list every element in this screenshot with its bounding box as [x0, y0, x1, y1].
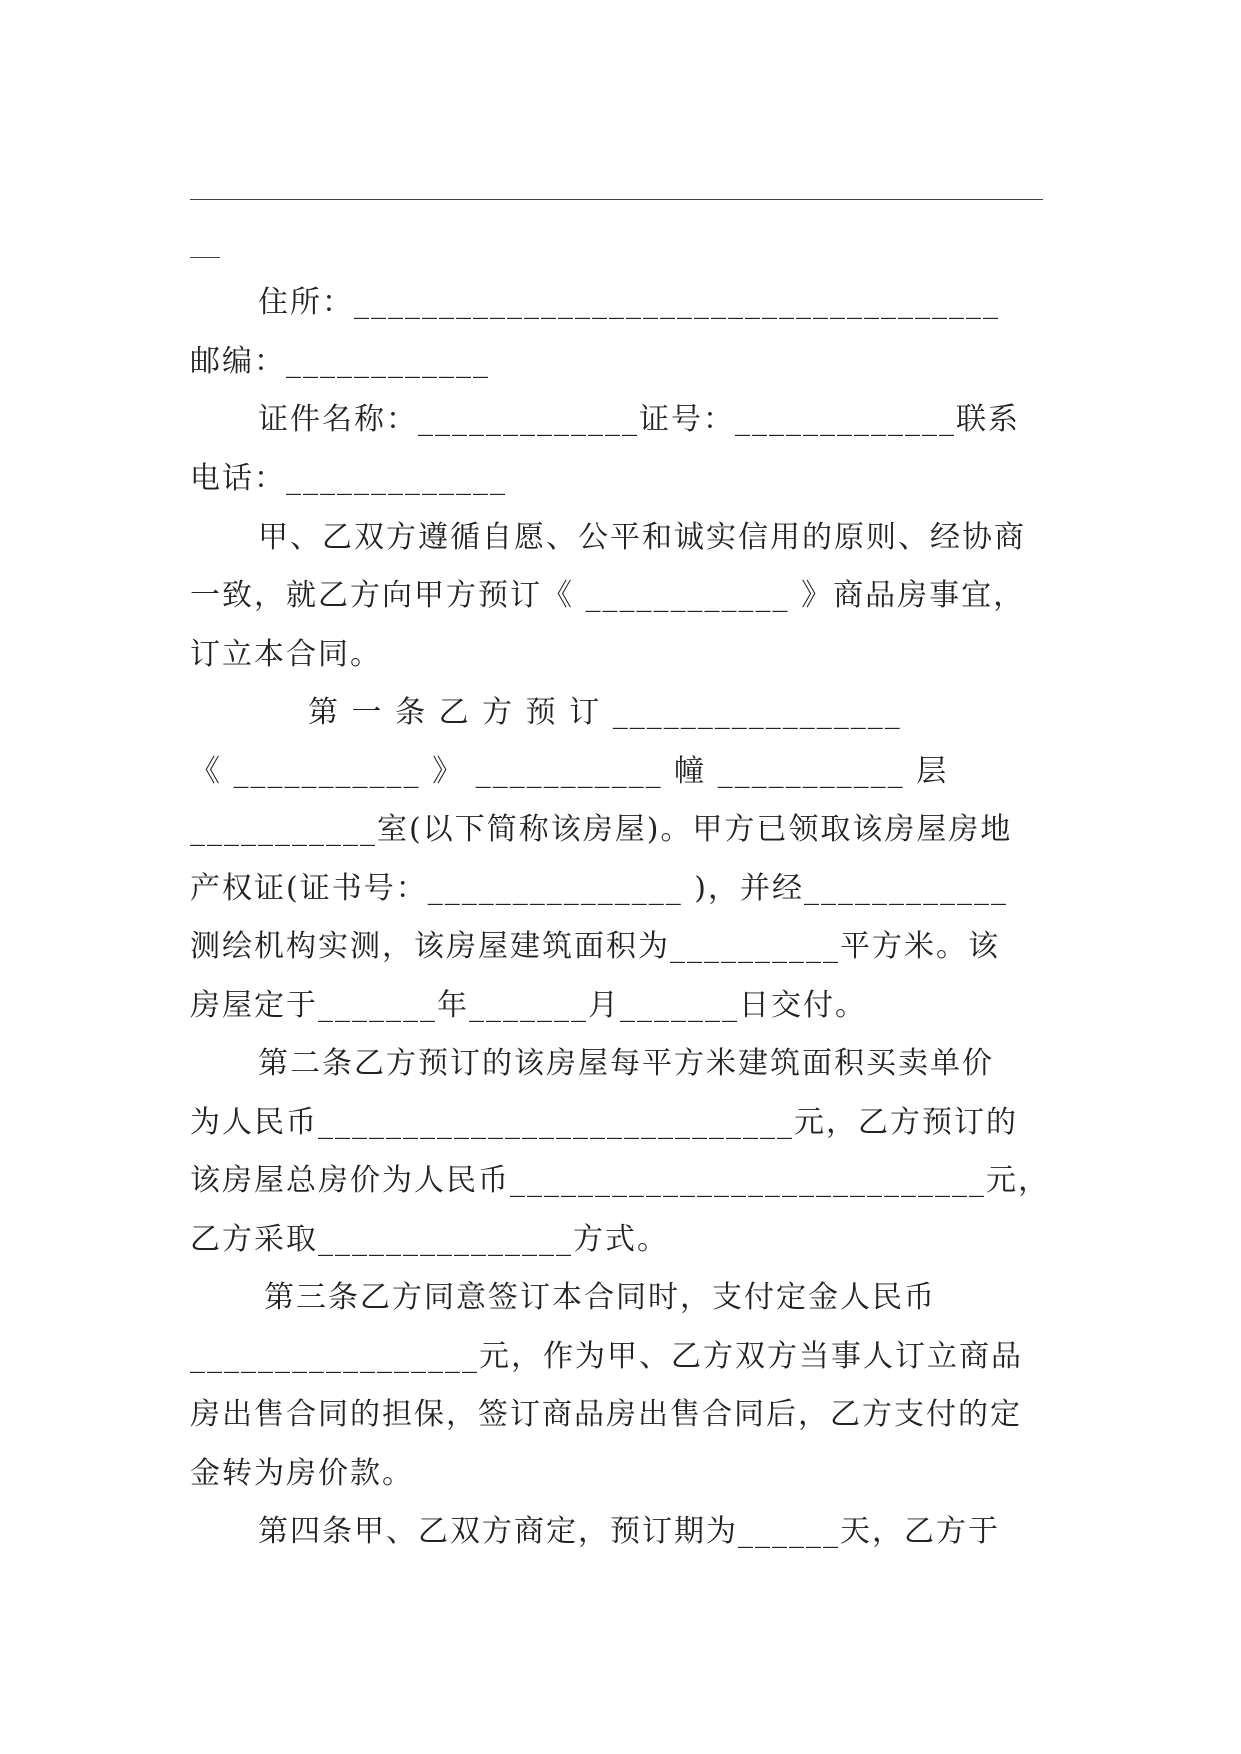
article-1-line-5: 测绘机构实测，该房屋建筑面积为__________平方米。该: [190, 929, 1000, 964]
article-1-line-2: 《 ___________ 》 ___________ 幢 ___________ 层: [190, 754, 949, 789]
article-2-line-3: 该房屋总房价为人民币____________________________元，: [190, 1163, 1050, 1198]
preamble-line-3: 订立本合同。: [190, 637, 382, 672]
postcode-line: 邮编：____________: [190, 344, 490, 379]
article-3-line-3: 房出售合同的担保，签订商品房出售合同后，乙方支付的定: [190, 1397, 1022, 1432]
article-3-line-4: 金转为房价款。: [190, 1456, 414, 1491]
article-1-line-3: ___________室(以下简称该房屋)。甲方已领取该房屋房地: [190, 812, 1013, 847]
article-1-line-6: 房屋定于_______年_______月_______日交付。: [190, 988, 867, 1023]
article-2-line-4: 乙方采取_______________方式。: [190, 1222, 669, 1257]
blank-underline: [190, 199, 1043, 200]
article-3-line-2: _________________元，作为甲、乙方双方当事人订立商品: [190, 1339, 1023, 1374]
preamble-line-1: 甲、乙双方遵循自愿、公平和诚实信用的原则、经协商: [258, 520, 1026, 555]
article-3-line-1: 第三条乙方同意签订本合同时，支付定金人民币: [264, 1280, 936, 1315]
id-line: 证件名称：_____________证号：_____________联系: [258, 402, 1020, 437]
article-2-line-2: 为人民币____________________________元，乙方预订的: [190, 1105, 1018, 1140]
address-line: 住所：______________________________________: [258, 285, 1000, 320]
phone-line: 电话：_____________: [190, 461, 507, 496]
preamble-line-2: 一致，就乙方向甲方预订《 ____________ 》商品房事宜，: [190, 578, 1026, 613]
article-1-line-1: 第 一 条 乙 方 预 订 _________________: [308, 695, 902, 730]
article-1-line-4: 产权证(证书号：_______________ )，并经____________: [190, 871, 1008, 906]
article-4-line-1: 第四条甲、乙双方商定，预订期为______天，乙方于: [258, 1514, 1000, 1549]
article-2-line-1: 第二条乙方预订的该房屋每平方米建筑面积买卖单价: [258, 1046, 994, 1081]
blank-underline: [190, 257, 220, 258]
